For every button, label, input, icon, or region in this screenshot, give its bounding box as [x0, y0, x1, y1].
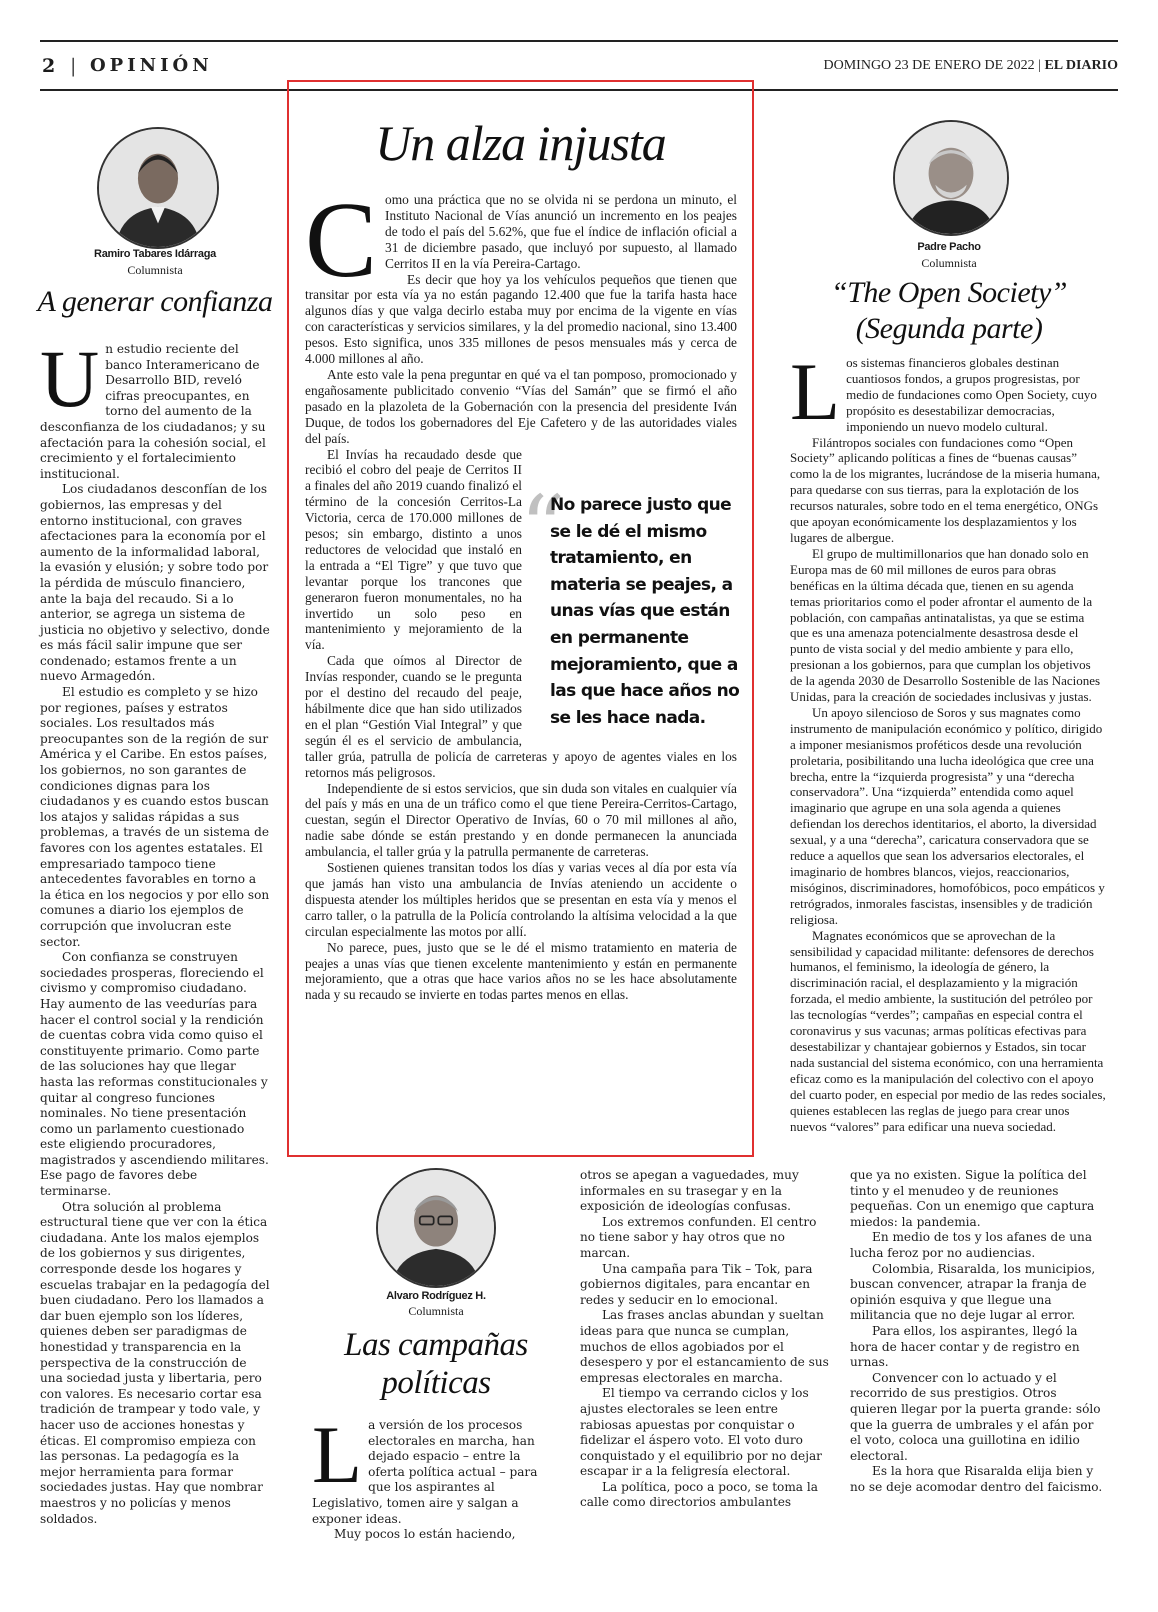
right-paragraph: Filántropos sociales con fundaciones como “Open Society” aplicando políticas a fines de “buenas causas” como la de los migrantes, lucrándose de la miseria humana, para quedarse con sus tierras, para la explotación de los recursos naturales, sobre todo en el tema energético, ONGs que apoyan económicamente los desplazamientos y los lugares de albergue.: [790, 434, 1101, 545]
bottom-col1: [312, 1409, 558, 1543]
right-title-line2: (Segunda parte): [855, 312, 1043, 345]
author-photo-left: [97, 127, 219, 249]
bottom-paragraph: Muy pocos lo están haciendo,: [334, 1527, 516, 1542]
left-column-title: A generar confianza: [37, 285, 273, 318]
center-paragraph: Como una práctica que no se olvida ni se perdona un minuto, el Instituto Nacional de Vías anunció un incremento en los peajes de todo el país del 5.62%, que fue el índice de inflación oficial a 31 de diciembre pasado, que incluyó por supuesto, al llamado Cerritos II en la vía Pereira-Cartago.: [305, 181, 737, 300]
center-paragraph: Cada que oímos al Director de Invías responder, cuando se le pregunta por el destino del recaudo del peaje, hábilmente dice que han sido utilizados en el plan “Gestión Vial Integral” y que según él es el servicio de ambulancia, taller grúa, patrulla de policía de carreteras y apoyo de agentes viales en los retornos más peligrosos.: [305, 653, 737, 780]
right-paragraph: Un apoyo silencioso de Soros y sus magnates como instrumento de manipulación económico y político, dirigido a imponer mesianismos proféticos desde una revolución proletaria, posibilitando una lucha ideológica que cree una brecha, entre la “izquierda progresista” y una “derecha conservadora”. Una “izquierda” entendida como aquel imaginario que agrupe en una sola agenda a quienes defiendan los derechos identitarios, el aborto, la diversidad sexual, y a una “derecha”, caricatura conservadora que se reduce a aquellos que sean los adversarios electorales, el imaginario de hombres blancos, viejos, reaccionarios, misóginos, discriminadores, homofóbicos, poco empáticos y retrógrados, inmorales fascistas, insensibles y de tradición religiosa.: [790, 704, 1105, 927]
bottom-paragraph: La versión de los procesos electorales en marcha, han dejado espacio – entre la oferta política actual – para que los aspirantes al Legislativo, tomen aire y salgan a exponer ideas.: [312, 1409, 538, 1526]
author-role-right: Columnista: [921, 256, 977, 270]
dateline: DOMINGO 23 DE ENERO DE 2022 | EL DIARIO: [823, 58, 1118, 73]
author-role-bottom: Columnista: [408, 1304, 464, 1318]
bottom-paragraph: Es la hora que Risaralda elija bien y no se deje acomodar dentro del faicismo.: [850, 1464, 1103, 1494]
author-name-bottom: Alvaro Rodríguez H.: [386, 1290, 486, 1302]
portrait-icon: [895, 122, 1007, 234]
bottom-paragraph: Los extremos confunden. El centro no tiene sabor y hay otros que no marcan.: [580, 1214, 817, 1260]
bottom-paragraph: El tiempo va cerrando ciclos y los ajustes electorales se leen entre rabiosas apuestas por conquistar o fidelizar el áspero voto. El voto duro conquistado y el equilibrio por no dejar escapar ir a la feligresía electoral.: [580, 1386, 822, 1479]
left-column-body: [40, 333, 270, 1527]
center-paragraph: El Invías ha recaudado desde que recibió el cobro del peaje de Cerritos II a finales del año 2019 cuando finalizó el término de la concesión Cerritos-La Victoria, cerca de 170.000 millones de pesos; sin embargo, distinto a unos reductores de velocidad que instaló en la entrada a “El Tigre” y que tuvo que levantar porque los trancones que generaron fueron monumentales, no ha invertido un solo peso en mantenimiento y mejoramiento de la vía.: [305, 446, 522, 653]
left-paragraph: Los ciudadanos desconfían de los gobiernos, las empresas y del entorno institucional, con graves afectaciones para la economía por el aumento de la informalidad laboral, la evasión y elusión; y sobre todo por la pérdida de músculo financiero, ante la baja del recaudo. Si a lo anterior, se agrega un sistema de justicia no objetivo y selectivo, donde es más fácil salir impune que ser condenado; estamos frente a un nuevo Armagedón.: [40, 482, 270, 684]
section-name: OPINIÓN: [90, 55, 213, 76]
author-photo-bottom: [376, 1168, 496, 1288]
right-paragraph: Magnates económicos que se aprovechan de la sensibilidad y capacidad militante: defensores de derechos humanos, el feminismo, la ideología de género, la discriminación racial, el desplazamiento y la migración forzada, el medio ambiente, la sustitución del petróleo por las tecnologías “verdes”; campañas en especial contra el coronavirus y sus vacunas; armas políticas efectivas para desestabilizar y chantajear gobiernos y Estados, sin tocar nada sustancial del sistema económico, con una herramienta eficaz como es la manipulación del colectivo con el apoyo del cuarto poder, en especial por medio de las redes sociales, quienes establecen las reglas de juego para crear unos nuevos “valores” para edificar una nueva sociedad.: [790, 927, 1106, 1134]
portrait-icon: [99, 129, 217, 247]
bottom-paragraph: Colombia, Risaralda, los municipios, buscan convencer, atrapar la franja de opinión esquiva y que llegue una militancia que no deje lugar al error.: [850, 1261, 1096, 1323]
center-paragraph: Independiente de si estos servicios, que sin duda son vitales en cualquier vía del país y más en una de un tráfico como el que tiene Pereira-Cerritos-Cartago, cuestan, según el Director Operativo de Invías, 60 o 70 mil millones al año, nadie sabe dónde se están prestando y en donde permanecen la anunciada ambulancia, el taller grúa y la patrulla permanente de carreteras.: [305, 780, 737, 860]
header-separator: |: [70, 55, 77, 77]
right-paragraph: Los sistemas financieros globales destinan cuantiosos fondos, a grupos progresistas, por medio de fundaciones como Open Society, cuyo propósito es desestabilizar democracias, imponiendo un nuevo modelo cultural.: [790, 346, 1097, 437]
author-name-left: Ramiro Tabares Idárraga: [94, 248, 216, 260]
quote-mark-icon: “: [520, 476, 565, 579]
bottom-paragraph: Para ellos, los aspirantes, llegó la hora de hacer contar y de registro en urnas.: [850, 1323, 1080, 1370]
portrait-icon: [378, 1170, 494, 1286]
pull-quote-text: No parece justo que se le dé el mismo tratamiento, en materia se peajes, a unas vías que están en permanente mejoramiento, que a las que hace años no se les hace nada.: [550, 495, 740, 728]
bottom-paragraph: otros se apegan a vaguedades, muy informales en su trasegar y en la exposición de ideologías confusas.: [580, 1168, 799, 1214]
left-paragraph: Con confianza se construyen sociedades prosperas, floreciendo el civismo y compromiso ciudadano. Hay aumento de las veedurías para hacer el control social y la rendición de cuentas cobra vida como quiso el constituyente primario. Como parte de las soluciones hay que llegar hasta las reformas constitucionales y quitar al congreso funciones nominales. No tiene presentación como un parlamento cuestionado este eligiendo procuradores, magistrados y ascendiendo militares. Ese pago de favores debe terminarse.: [40, 950, 269, 1199]
author-role-left: Columnista: [127, 263, 183, 277]
drop-cap: C: [305, 181, 378, 300]
bottom-col2: [580, 1168, 830, 1511]
bottom-paragraph: Convencer con lo actuado y el recorrido de sus prestigios. Otros quieren llegar por la puerta grande: sólo que la guerra de umbrales y el afán por el voto, coloca una guillotina en idilio electoral.: [850, 1370, 1101, 1463]
left-paragraph: Un estudio reciente del banco Interamericano de Desarrollo BID, reveló cifras preocupantes, en torno del aumento de la desconfianza de los ciudadanos; y su afectación para la cohesión social, el crecimiento y el fortalecimiento institucional.: [40, 333, 266, 481]
issue-date: DOMINGO 23 DE ENERO DE 2022: [823, 58, 1035, 73]
bottom-title-line2: políticas: [381, 1365, 491, 1401]
left-paragraph: Otra solución al problema estructural tiene que ver con la ética ciudadana. Ante los malos ejemplos de los gobiernos y sus dirigentes, corresponde desde los hogares y escuelas trabajar en la pedagogía del buen ciudadano. Pero los llamados a dar buen ejemplo son los líderes, quienes deben ser paradigmas de honestidad y transparencia en la perspectiva de la construcción de una sociedad justa y libertaria, pero con valores. Es necesario cortar esa tradición de trampear y todo vale, y hacer uso de acciones honestas y éticas. El compromiso empieza con las personas. La pedagogía es la mejor herramienta para formar sociedades justas. Hay que nombrar maestros y no policías y menos soldados.: [40, 1199, 270, 1526]
bottom-paragraph: Las frases anclas abundan y sueltan ideas para que nunca se cumplan, muchos de ellos agobiados por el desespero y por el estancamiento de sus empresas electorales en marcha.: [580, 1308, 829, 1385]
bottom-paragraph: Una campaña para Tik – Tok, para gobiernos digitales, para encantar en redes y seducir en lo emocional.: [580, 1261, 813, 1307]
right-paragraph: El grupo de multimillonarios que han donado solo en Europa mas de 60 mil millones de euros para obras benéficas en la última década que, tienen en su agenda temas prioritarios como el poder afrontar el aumento de la población, con campañas antinatalistas, ya que se estima que es una amenaza potencialmente desastrosa desde el punto de vista social y del medio ambiente y para ello, presionan a los gobiernos, para que cumplan los objetivos de la agenda 2030 de Desarrollo Sostenible de las Naciones Unidas, para la creación de sociedades inclusivas y justas.: [790, 545, 1101, 705]
page-number: 2: [42, 55, 56, 77]
right-column-title: [812, 275, 1086, 347]
drop-cap: L: [312, 1409, 363, 1500]
center-paragraph: No parece, pues, justo que se le dé el mismo tratamiento en materia de peajes a unas vías que tienen excelente mantenimiento y están en permanente mejoramiento, que a otras que hace varios años no se les hace absolutamente nada y su recaudo se invierte en todas partes menos en ellas.: [305, 939, 737, 1003]
author-name-right: Padre Pacho: [917, 241, 981, 253]
right-title-line1: “The Open Society”: [831, 276, 1067, 309]
bottom-paragraph: La política, poco a poco, se toma la calle como directorios ambulantes: [580, 1479, 818, 1510]
header-top-rule: [40, 40, 1118, 42]
drop-cap: L: [790, 346, 841, 437]
left-paragraph: El estudio es completo y se hizo por regiones, países y estratos sociales. Los resultados más preocupantes son de la región de sur América y el Caribe. En estos países, los gobiernos, no son garantes de condiciones dignas para los ciudadanos y es cuando estos buscan los atajos y salidas rápidas a sus problemas, a través de un sistema de favores con los agentes estatales. El empresariado tampoco tiene antecedentes favorables en torno a la ética en los negocios y por ello son comunes a diario los ejemplos de corrupción que involucran este sector.: [40, 685, 270, 949]
author-photo-right: [893, 120, 1009, 236]
center-paragraph: Es decir que hoy ya los vehículos pequeños que tienen que transitar por esta vía ya no están pagando 12.400 que fue la tarifa hasta hace algunos días y que valga decirlo estaba muy por encima de la vigente en vías con características y servicios similares, y la del promedio nacional, sino 13.400 pesos. Esto significa, unos 335 millones de pesos mensuales más y cerca de 4.000 millones al año.: [305, 271, 737, 367]
bottom-paragraph: En medio de tos y los afanes de una lucha feroz por no audiencias.: [850, 1230, 1093, 1260]
drop-cap: U: [40, 333, 100, 424]
center-paragraph: Ante esto vale la pena preguntar en qué va el tan pomposo, promocionado y engañosamente publicitado convenio “Vías del Samán” que se firmó el año pasado en la plazoleta de la Gobernación con la presencia del presidente Iván Duque, de todos los gobernadores del Eje Cafetero y de las autoridades viales del país.: [305, 366, 737, 446]
right-column-body: [790, 346, 1106, 1134]
center-paragraph: Sostienen quienes transitan todos los días y varias veces al día por esta vía que jamás han visto una ambulancia de Invías ateniendo un accidente o dispuesta atender los múltiples heridos que se presentan en esta vía y menos el carro taller, o la patrulla de la Policía controlando la altísima velocidad a la que circulan especialmente las motos por allí.: [305, 860, 737, 939]
center-article-title: Un alza injusta: [375, 115, 666, 171]
bottom-paragraph: que ya no existen. Sigue la política del tinto y el menudeo y de reuniones pequeñas. Con un enemigo que captura miedos: la pandemia.: [850, 1168, 1095, 1229]
bottom-title-line1: Las campañas: [344, 1327, 528, 1363]
publication-name: EL DIARIO: [1044, 58, 1118, 73]
bottom-article-title: [312, 1326, 560, 1402]
bottom-col3: [850, 1168, 1106, 1495]
